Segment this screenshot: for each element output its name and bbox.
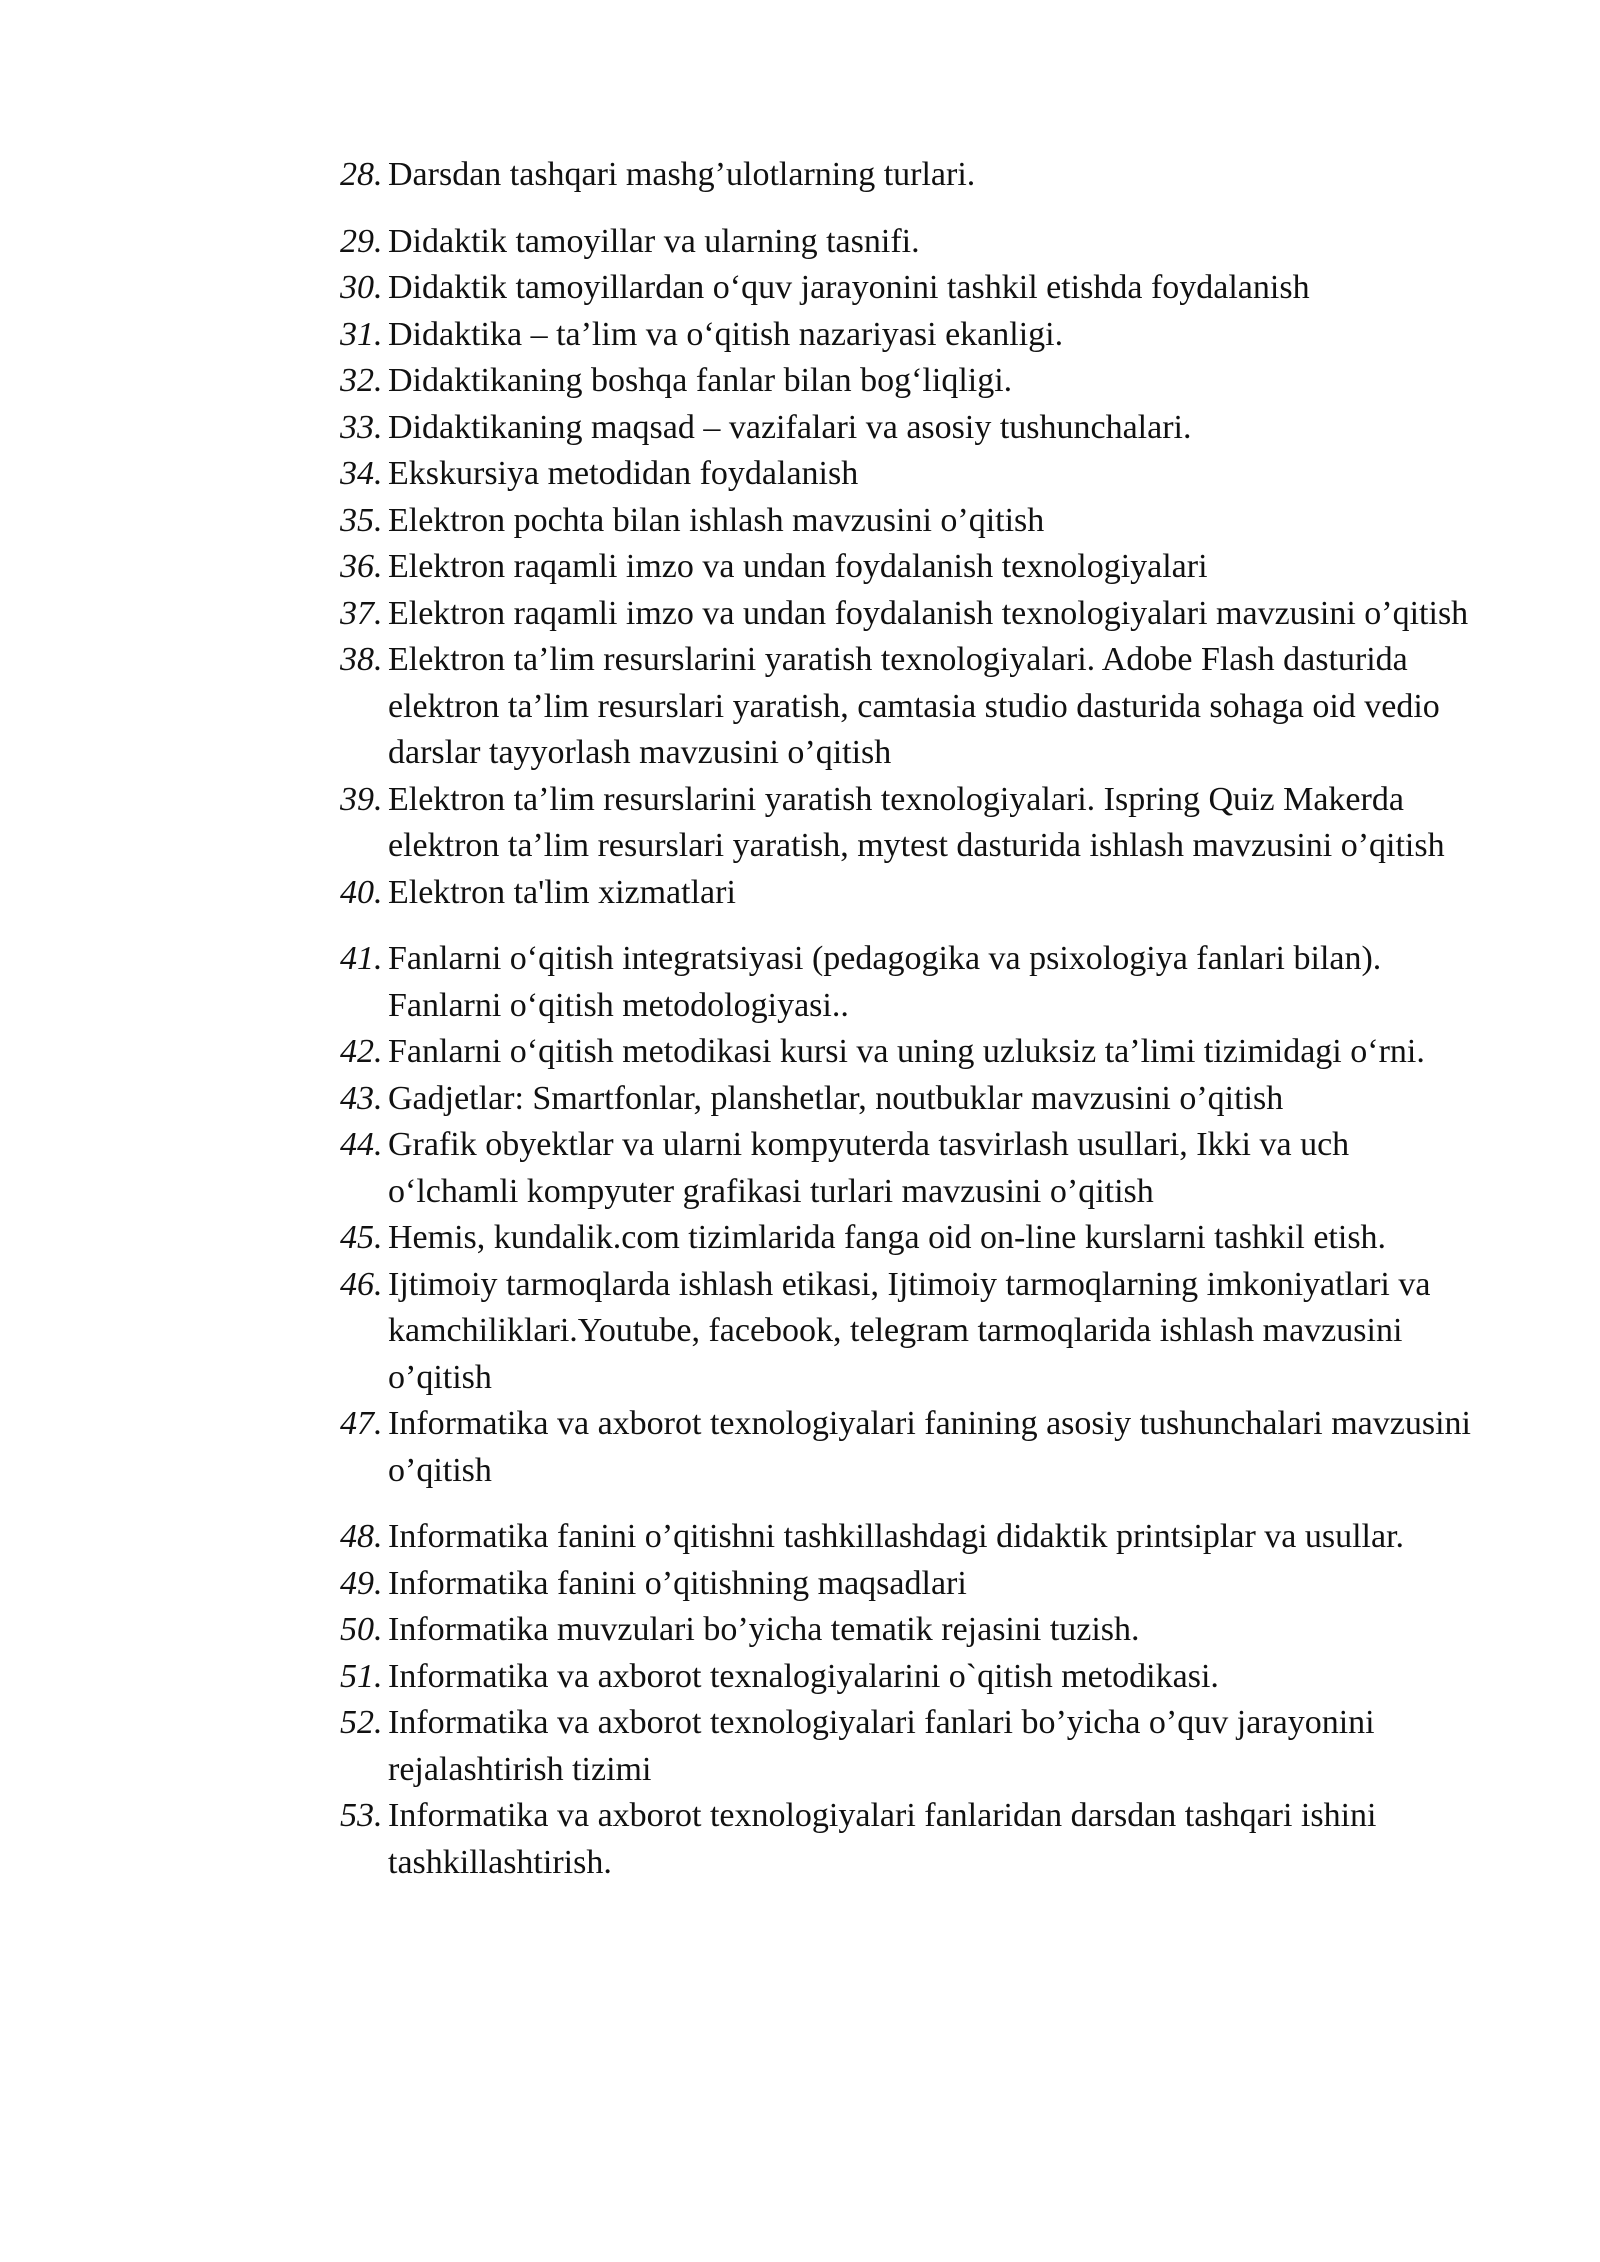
item-number: 50. (340, 1611, 383, 1648)
item-text: Hemis, kundalik.com tizimlarida fanga oid on-line kurslarni tashkil etish. (388, 1219, 1387, 1256)
item-text: Fanlarni o‘qitish metodikasi kursi va uning uzluksiz ta’limi tizimidagi o‘rni. (388, 1033, 1425, 1070)
item-number: 51. (340, 1657, 383, 1695)
item-text: Elektron ta’lim resurslarini yaratish texnologiyalari. Ispring Quiz Makerda elektron ta’lim resurslari yaratish, mytest dasturida ishlash mavzusini o’qitish (388, 780, 1445, 864)
list-item (340, 870, 1480, 917)
item-text: Didaktik tamoyillardan o‘quv jarayonini tashkil etishda foydalanish (388, 269, 1310, 306)
item-number: 37. (340, 594, 383, 632)
item-number: 38. (340, 641, 383, 678)
item-number: 34. (340, 455, 383, 492)
item-number: 28. (340, 156, 383, 193)
item-text: Gadjetlar: Smartfonlar, planshetlar, noutbuklar mavzusini o’qitish (388, 1079, 1284, 1117)
item-text: Informatika va axborot texnalogiyalarini o`qitish metodikasi. (388, 1657, 1219, 1695)
list-item (340, 1401, 1480, 1494)
item-number: 35. (340, 501, 383, 539)
item-text: Informatika fanini o’qitishni tashkillashdagi didaktik printsiplar va usullar. (388, 1518, 1405, 1555)
item-text: Didaktika – ta’lim va o‘qitish nazariyasi ekanligi. (388, 315, 1064, 353)
item-number: 48. (340, 1518, 383, 1555)
list-item (340, 637, 1480, 777)
item-number: 33. (340, 408, 383, 446)
item-text: Fanlarni o‘qitish integratsiyasi (pedagogika va psixologiya fanlari bilan). Fanlarni o‘qitish metodologiyasi.. (388, 940, 1382, 1024)
item-number: 49. (340, 1564, 383, 1602)
item-number: 42. (340, 1033, 383, 1070)
item-number: 53. (340, 1797, 383, 1834)
list-item (340, 358, 1480, 405)
list-item (340, 312, 1480, 359)
item-text: Didaktikaning boshqa fanlar bilan bog‘liqligi. (388, 362, 1013, 399)
item-number: 41. (340, 940, 383, 977)
item-text: Informatika va axborot texnologiyalari fanlaridan darsdan tashqari ishini tashkillashtirish. (388, 1797, 1377, 1881)
list-item (340, 1215, 1480, 1262)
item-number: 45. (340, 1219, 383, 1256)
topic-list (340, 152, 1480, 1886)
item-text: Informatika muvzulari bo’yicha tematik rejasini tuzish. (388, 1611, 1140, 1648)
item-number: 44. (340, 1126, 383, 1163)
list-item (340, 1607, 1480, 1654)
list-item (340, 219, 1480, 266)
item-text: Elektron raqamli imzo va undan foydalanish texnologiyalari mavzusini o’qitish (388, 594, 1469, 632)
item-number: 36. (340, 548, 383, 585)
item-number: 46. (340, 1265, 383, 1303)
item-text: Elektron ta’lim resurslarini yaratish texnologiyalari. Adobe Flash dasturida elektron ta’lim resurslari yaratish, camtasia studio dasturida sohaga oid vedio darslar tayyorlash mavzusini o’qitish (388, 641, 1440, 771)
list-item (340, 1793, 1480, 1886)
item-number: 32. (340, 362, 383, 399)
list-item (340, 591, 1480, 638)
list-item (340, 1700, 1480, 1793)
item-text: Informatika va axborot texnologiyalari fanining asosiy tushunchalari mavzusini o’qitish (388, 1405, 1471, 1489)
list-item (340, 1029, 1480, 1076)
item-text: Grafik obyektlar va ularni kompyuterda tasvirlash usullari, Ikki va uch o‘lchamli kompyuter grafikasi turlari mavzusini o’qitish (388, 1126, 1350, 1210)
item-text: Darsdan tashqari mashg’ulotlarning turlari. (388, 156, 976, 193)
item-number: 31. (340, 315, 383, 353)
item-text: Ijtimoiy tarmoqlarda ishlash etikasi, Ijtimoiy tarmoqlarning imkoniyatlari va kamchiliklari.Youtube, facebook, telegram tarmoqlarida ishlash mavzusini o’qitish (388, 1265, 1431, 1396)
list-item (340, 405, 1480, 452)
list-item (340, 265, 1480, 312)
list-item (340, 777, 1480, 870)
item-text: Elektron pochta bilan ishlash mavzusini o’qitish (388, 501, 1045, 539)
list-item (340, 1654, 1480, 1701)
list-item (340, 451, 1480, 498)
list-item (340, 1076, 1480, 1123)
item-number: 52. (340, 1704, 383, 1741)
item-number: 39. (340, 780, 383, 818)
item-number: 29. (340, 222, 383, 260)
item-text: Didaktikaning maqsad – vazifalari va asosiy tushunchalari. (388, 408, 1192, 446)
list-item (340, 936, 1480, 1029)
list-item (340, 1561, 1480, 1608)
item-text: Ekskursiya metodidan foydalanish (388, 455, 859, 492)
item-text: Informatika fanini o’qitishning maqsadlari (388, 1564, 967, 1602)
list-item (340, 152, 1480, 199)
item-number: 40. (340, 873, 383, 911)
item-text: Informatika va axborot texnologiyalari fanlari bo’yicha o’quv jarayonini rejalashtirish tizimi (388, 1704, 1375, 1788)
item-text: Elektron raqamli imzo va undan foydalanish texnologiyalari (388, 548, 1208, 585)
list-item (340, 498, 1480, 545)
list-item (340, 1262, 1480, 1402)
item-number: 47. (340, 1405, 383, 1442)
item-text: Didaktik tamoyillar va ularning tasnifi. (388, 222, 920, 260)
item-number: 43. (340, 1079, 383, 1117)
list-item (340, 1122, 1480, 1215)
list-item (340, 544, 1480, 591)
item-number: 30. (340, 269, 383, 306)
list-item (340, 1514, 1480, 1561)
item-text: Elektron ta'lim xizmatlari (388, 873, 736, 911)
